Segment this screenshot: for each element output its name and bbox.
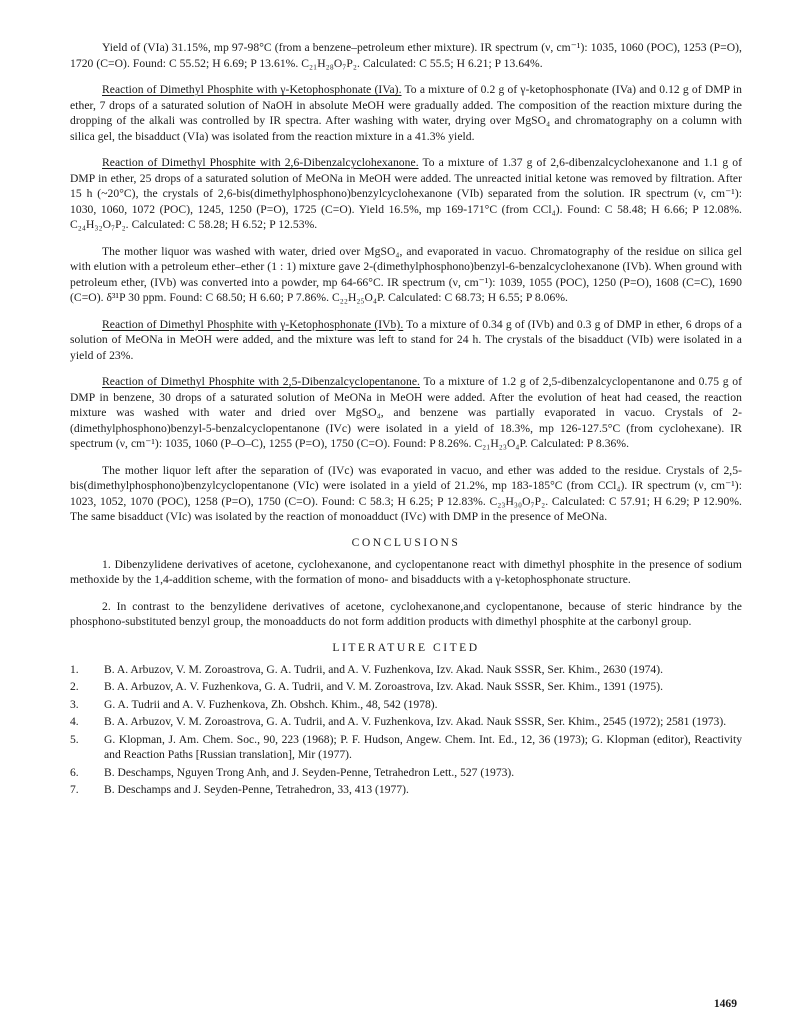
reference-item <box>70 714 742 730</box>
paragraph-lead: Reaction of Dimethyl Phosphite with 2,5-Dibenzalcyclopentanone. <box>102 375 420 388</box>
article-page <box>70 40 742 800</box>
experimental-paragraph-mother-liquor-vic <box>70 463 742 525</box>
reference-text: B. Deschamps and J. Seyden-Penne, Tetrahedron, 33, 413 (1977). <box>104 783 409 796</box>
reference-text: B. A. Arbuzov, V. M. Zoroastrova, G. A. Tudrii, and A. V. Fuzhenkova, Izv. Akad. Nauk SSSR, Ser. Khim., 2545 (1972); 2581 (1973). <box>104 715 727 728</box>
paragraph-text: Yield of (VIa) 31.15%, mp 97-98°C (from a benzene–petroleum ether mixture). IR spectrum (ν, cm⁻¹): 1035, 1060 (POC), 1253 (P=O), 1720 (C=O). Found: C 55.52; H 6.69; P 13.61%. C₂₁H₂₈O₇P₂. Calculated: C 55.5; H 6.21; P 13.64%. <box>70 41 742 70</box>
reference-text: B. A. Arbuzov, A. V. Fuzhenkova, G. A. Tudrii, and V. M. Zoroastrova, Izv. Akad. Nauk SSSR, Ser. Khim., 1391 (1975). <box>104 680 663 693</box>
conclusion-item: 1. Dibenzylidene derivatives of acetone, cyclohexanone, and cyclopentanone react with dimethyl phosphite in the presence of sodium methoxide by the 1,4-addition scheme, with the formation of mono- and bisadducts with a γ-ketophosphonate structure. <box>70 557 742 586</box>
experimental-paragraph-iva <box>70 82 742 144</box>
reference-text: B. Deschamps, Nguyen Trong Anh, and J. Seyden-Penne, Tetrahedron Lett., 527 (1973). <box>104 765 515 779</box>
reference-item <box>70 679 742 695</box>
conclusions-heading: CONCLUSIONS <box>351 535 461 549</box>
paragraph-lead: Reaction of Dimethyl Phosphite with γ-Ketophosphonate (IVb). <box>102 317 404 331</box>
experimental-paragraph-dibenzalcyclohexanone <box>70 155 742 233</box>
paragraph-text: To a mixture of 0.34 g of (IVb) and 0.3 g of DMP in ether, 6 drops of a solution of MeONa in MeOH were added, and the mixture was left to stand for 24 h. The crystals of the bisadduct (VIb) were isolated in a yield of 23%. <box>70 317 742 362</box>
experimental-paragraph-ivb <box>70 317 742 364</box>
reference-item <box>70 782 742 798</box>
reference-text: G. A. Tudrii and A. V. Fuzhenkova, Zh. Obshch. Khim., 48, 542 (1978). <box>104 697 438 711</box>
reference-text: G. Klopman, J. Am. Chem. Soc., 90, 223 (1968); P. F. Hudson, Angew. Chem. Int. Ed., 12, 36 (1973); G. Klopman (editor), Reactivity and Reaction Paths [Russian translation], Mir (1977). <box>104 732 742 761</box>
reference-item <box>70 732 742 763</box>
reference-item <box>70 697 742 713</box>
reference-number: 3. <box>70 697 79 711</box>
reference-item <box>70 765 742 781</box>
reference-number: 6. <box>70 765 79 779</box>
experimental-paragraph-mother-liquor-ivb <box>70 244 742 306</box>
reference-number: 7. <box>70 783 79 796</box>
reference-list <box>70 662 742 798</box>
conclusion-item: 2. In contrast to the benzylidene derivatives of acetone, cyclohexanone,and cyclopentanone, because of steric hindrance by the phosphono-substituted benzyl group, the monoadducts do not form addition products with dimethyl phosphite at the carbonyl group. <box>70 599 742 628</box>
reference-text: B. A. Arbuzov, V. M. Zoroastrova, G. A. Tudrii, and A. V. Fuzhenkova, Izv. Akad. Nauk SSSR, Ser. Khim., 2630 (1974). <box>104 662 663 676</box>
paragraph-text: The mother liquor was washed with water, dried over MgSO₄, and evaporated in vacuo. Chromatography of the residue on silica gel with elution with a petroleum ether–ether (1 : 1) mixture gave 2-(dimethylphosphono)benzyl-6-benzalcyclohexanone (IVb). When ground with petroleum ether, (IVb) was converted into a powder, mp 64-66°C. IR spectrum (ν, cm⁻¹): 1039, 1055 (POC), 1250 (P=O), 1608 (C=C), 1690 (C=O). δ³¹P 30 ppm. Found: C 68.50; H 6.60; P 7.86%. C₂₂H₂₅O₄P. Calculated: C 68.73; H 6.55; P 8.06%. <box>70 244 742 304</box>
experimental-paragraph-yield-via <box>70 40 742 71</box>
reference-number: 1. <box>70 662 79 676</box>
experimental-paragraph-dibenzalcyclopentanone <box>70 374 742 452</box>
paragraph-text: To a mixture of 0.2 g of γ-ketophosphonate (IVa) and 0.12 g of DMP in ether, 7 drops of a saturated solution of NaOH in absolute MeOH were gradually added. The composition of the reaction mixture during the dropping of the alkali was controlled by IR spectra. After washing with water, drying over MgSO₄ and chromatography on a column with silica gel, the bisadduct (VIa) was isolated from the reaction mixture in a 41.3% yield. <box>70 83 742 143</box>
paragraph-text: The mother liquor left after the separation of (IVc) was evaporated in vacuo, and ether was added to the residue. Crystals of 2,5-bis(dimethylphosphono)benzylcyclopentanone (VIc) were isolated in a yield of 21.2%, mp 183-185°C (from CCl₄). IR spectrum (ν, cm⁻¹): 1023, 1052, 1070 (POC), 1258 (P=O), 1750 (C=O). Found: C 58.3; H 6.25; P 12.83%. C₂₃H₃₀O₇P₂. Calculated: C 57.91; H 6.29; P 12.90%. The same bisadduct (VIc) was isolated by the reaction of monoadduct (IVc) with DMP in the presence of MeONa. <box>70 463 742 523</box>
reference-number: 5. <box>70 732 79 746</box>
reference-item <box>70 662 742 678</box>
paragraph-text: To a mixture of 1.37 g of 2,6-dibenzalcyclohexanone and 1.1 g of DMP in ether, 25 drops of a saturated solution of MeONa in MeOH were added. The unreacted initial ketone was removed by filtration. After 15 h (~20°C), the crystals of 2,6-bis(dimethylphosphono)benzylcyclohexanone (VIb) separated from the solution. IR spectrum (ν, cm⁻¹): 1030, 1060, 1072 (POC), 1245, 1250 (P=O), 1725 (C=O). Yield 16.5%, mp 169-171°C (from CCl₄). Found: C 58.48; H 6.66; P 12.08%. C₂₄H₃₂O₇P₂. Calculated: C 58.28; H 6.52; P 12.53%. <box>70 156 742 231</box>
paragraph-text: To a mixture of 1.2 g of 2,5-dibenzalcyclopentanone and 0.75 g of DMP in benzene, 30 drops of a saturated solution of MeONa in MeOH were added. After the evolution of heat had ceased, the reaction mixture was washed with water and dried over MgSO₄, and benzene was partially evaporated in vacuo. Crystals of 2-(dimethylphosphono)benzyl-5-benzalcyclopentanone (IVc) were isolated in a yield of 18.3%, mp 126-127.5°C (from cyclohexane). IR spectrum (ν, cm⁻¹): 1035, 1060 (P–O–C), 1255 (P=O), 1750 (C=O). Found: P 8.26%. C₂₁H₂₃O₄P. Calculated: P 8.36%. <box>70 375 743 450</box>
reference-number: 4. <box>70 715 79 728</box>
literature-cited-heading: LITERATURE CITED <box>332 640 480 654</box>
paragraph-lead: Reaction of Dimethyl Phosphite with γ-Ketophosphonate (IVa). <box>102 83 402 96</box>
reference-number: 2. <box>70 680 79 693</box>
paragraph-lead: Reaction of Dimethyl Phosphite with 2,6-Dibenzalcyclohexanone. <box>102 156 419 169</box>
page-number: 1469 <box>713 997 737 1010</box>
